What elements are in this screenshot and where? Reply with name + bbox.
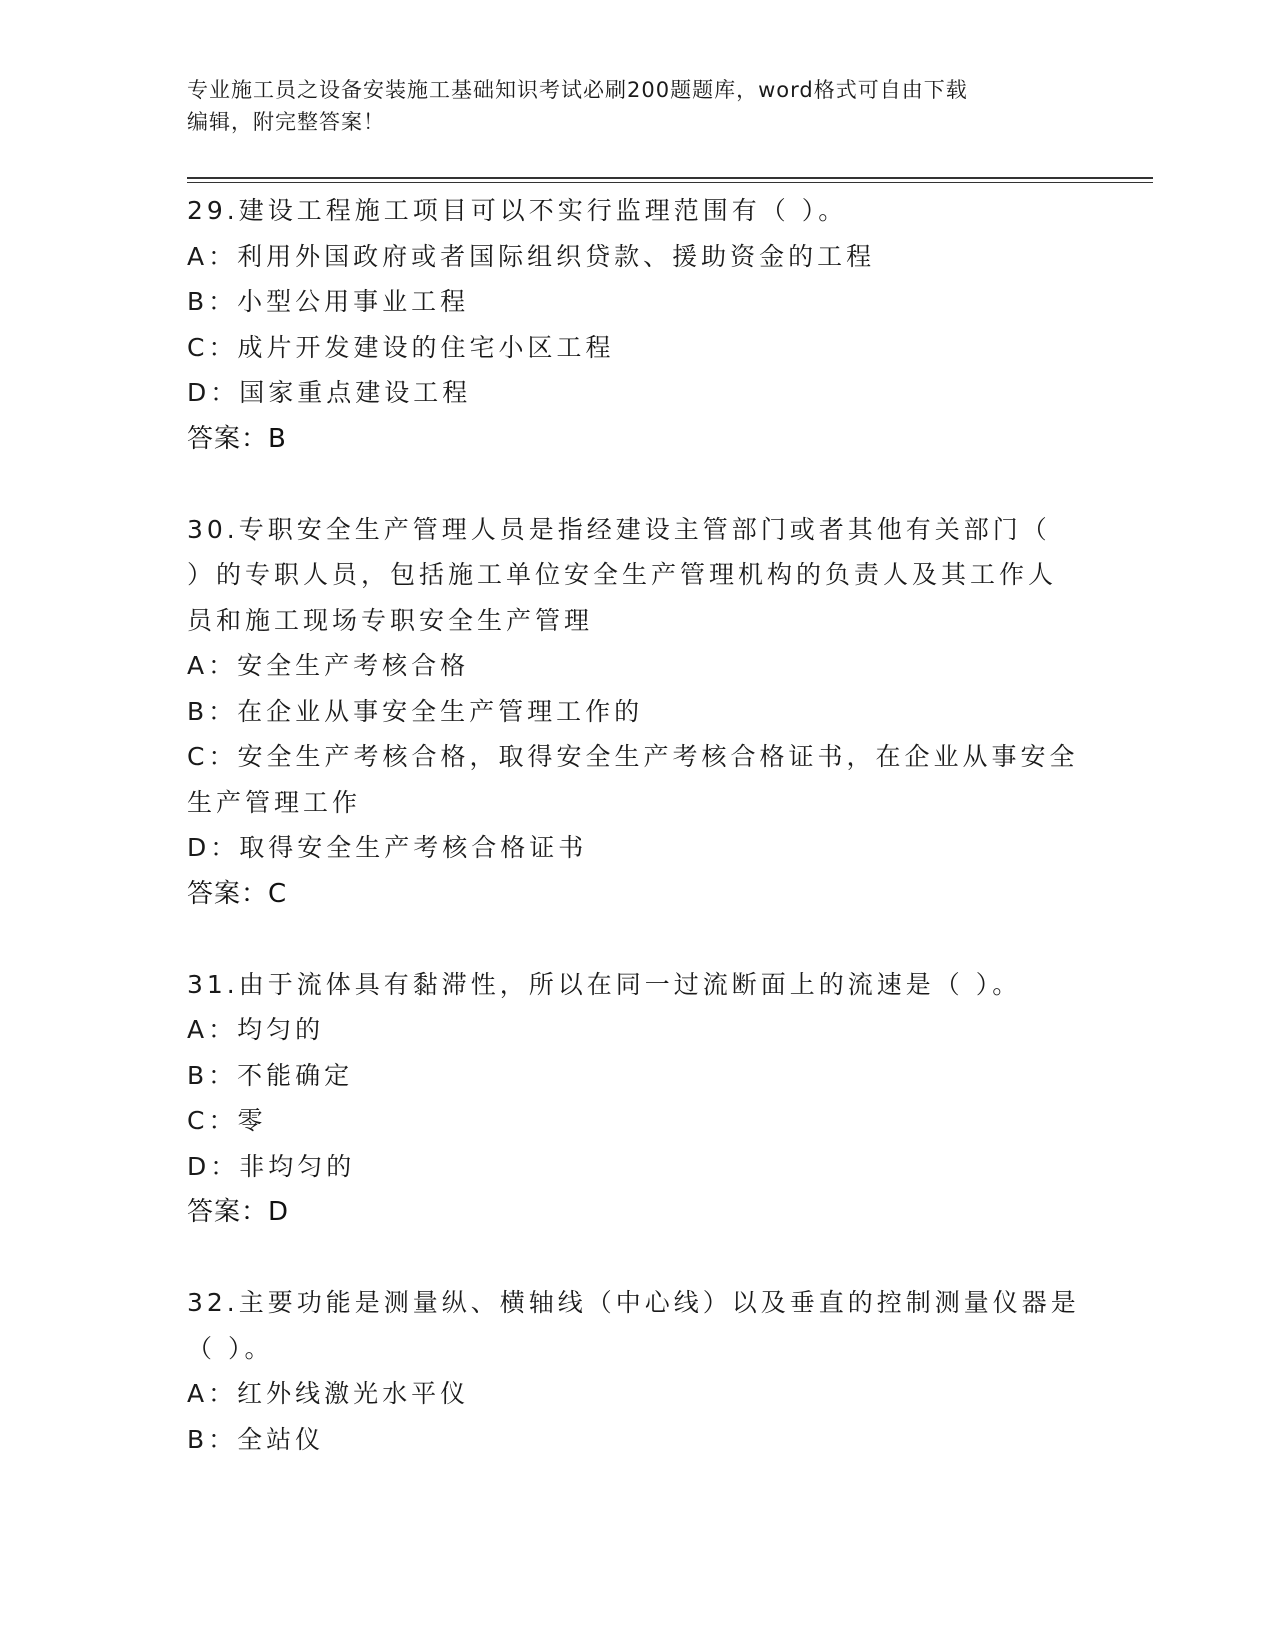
- option-c: C：成片开发建设的住宅小区工程: [187, 332, 615, 362]
- answer: 答案：B: [187, 423, 287, 454]
- question-list: [187, 188, 1082, 1507]
- question-31: [187, 962, 1082, 1236]
- option-c-continued: 生产管理工作: [187, 787, 362, 817]
- option-a: A：均匀的: [187, 1015, 325, 1044]
- header-line-1: 专业施工员之设备安装施工基础知识考试必刷200题题库，word格式可自由下载: [187, 78, 968, 102]
- option-a: A：安全生产考核合格: [187, 651, 470, 680]
- option-a: A：利用外国政府或者国际组织贷款、援助资金的工程: [187, 241, 876, 271]
- question-stem: 30.专职安全生产管理人员是指经建设主管部门或者其他有关部门（: [187, 514, 1051, 544]
- question-32: [187, 1280, 1082, 1462]
- option-b: B：在企业从事安全生产管理工作的: [187, 696, 644, 726]
- document-header: [187, 74, 1067, 138]
- question-29: [187, 188, 1082, 462]
- header-rule-thin: [187, 182, 1153, 183]
- option-b: B：不能确定: [187, 1060, 354, 1090]
- option-b: B：全站仪: [187, 1424, 325, 1454]
- option-d: D：取得安全生产考核合格证书: [187, 833, 588, 862]
- option-a: A：红外线激光水平仪: [187, 1379, 470, 1408]
- header-rule-thick: [187, 177, 1153, 179]
- question-stem: ）的专职人员，包括施工单位安全生产管理机构的负责人及其工作人: [187, 560, 1058, 589]
- header-line-2: 编辑，附完整答案！: [187, 110, 385, 134]
- answer: 答案：C: [187, 878, 288, 909]
- option-c: C：零: [187, 1106, 267, 1135]
- option-d: D：国家重点建设工程: [187, 378, 472, 407]
- option-c: C：安全生产考核合格，取得安全生产考核合格证书，在企业从事安全: [187, 742, 1079, 771]
- question-30: [187, 507, 1082, 917]
- question-stem: （ ）。: [187, 1333, 274, 1363]
- question-stem: 员和施工现场专职安全生产管理: [187, 605, 594, 635]
- option-b: B：小型公用事业工程: [187, 287, 470, 316]
- option-d: D：非均匀的: [187, 1151, 356, 1181]
- question-stem: 29.建设工程施工项目可以不实行监理范围有（ ）。: [187, 196, 848, 225]
- question-stem: 32.主要功能是测量纵、横轴线（中心线）以及垂直的控制测量仪器是: [187, 1288, 1080, 1317]
- answer: 答案：D: [187, 1197, 290, 1227]
- question-stem: 31.由于流体具有黏滞性，所以在同一过流断面上的流速是（ ）。: [187, 969, 1022, 999]
